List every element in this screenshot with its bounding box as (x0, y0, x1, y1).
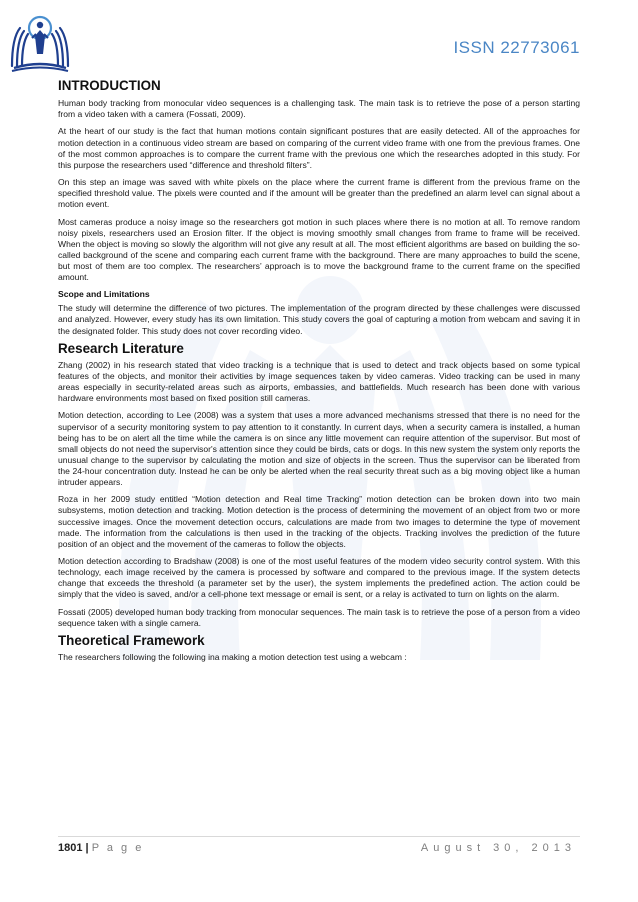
intro-paragraph-3: On this step an image was saved with white pixels on the place where the current frame is different from the previous frame on the specified threshold value. The pixels were counted and if the amount will be greater than the predefined an alarm level can signal about a motion event. (58, 177, 580, 210)
page-label: P a g e (91, 842, 144, 854)
footer-divider (58, 836, 580, 837)
page-number: 1801 (58, 842, 83, 854)
page-footer (58, 842, 580, 854)
introduction-heading: INTRODUCTION (58, 78, 161, 93)
article-body (58, 80, 580, 669)
intro-paragraph-4: Most cameras produce a noisy image so the researchers got motion in such places where there is no motion at all. To remove random noisy pixels, researchers used an Erosion filter. If the object is moving smoothly small changes from frame to frame will be received. When the object is moving so slowly the algorithm will not give any result at all. The most efficient algorithms are based on building the so-called background of the scene and comparing each current frame with the background. There are many approaches to build the scene, but most of them are too complex. The researchers’ approach is to move the background frame to the current frame on the specified amount. (58, 216, 580, 282)
literature-paragraph-3: Roza in her 2009 study entitled “Motion detection and Real time Tracking” motion detection can be broken down into two main subsystems, motion detection and tracking. Motion detection is the process of determining the movement of an object from two or more successive images. Once the movement detection occurs, calculations are made from two images to determine the type of movement made. The information from the calculations is then used in the tracking of the objects. Tracking involves the prediction of the future position of an object and the movement of the cameras to follow the objects. (58, 494, 580, 549)
intro-paragraph-2: At the heart of our study is the fact that human motions contain significant postures that are easily detected. All of the approaches for motion detection in a continuous video stream are based on comparing of the current video frame with one from the previous frames. One of the most common approaches is to compare the current frame with the previous one which the researches adopted in this study. For this purpose the researchers used “difference and threshold filters”. (58, 126, 580, 170)
literature-heading: Research Literature (58, 340, 184, 356)
scope-heading: Scope and Limitations (58, 289, 150, 300)
literature-paragraph-1: Zhang (2002) in his research stated that video tracking is a technique that is used to detect and track objects based on some typical features of the objects, and monitor their activities by image sequences taken by video cameras. Video tracking can be used in many areas especially in security-related areas such as airports, embassies, and battlefields. Much research has been done with various hardware environments most based on fixed position still cameras. (58, 359, 580, 404)
framework-heading: Theoretical Framework (58, 632, 205, 648)
publication-date: August 30, 2013 (420, 842, 576, 854)
literature-paragraph-4: Motion detection according to Bradshaw (2008) is one of the most useful features of the modern video security control system. With this technology, each image received by the camera is processed by software and compared to the previous image. If the system detects change that exceeds the threshold (a parameter set by the user), the system implements the predefined action. The action could be simply that the video is saved, and/or a cell-phone text message or email is sent, or a relay is activated to turn on lights on the alarm. (58, 555, 580, 600)
literature-paragraph-2: Motion detection, according to Lee (2008) was a system that uses a more advanced mechanisms stressed that there is no need for the supervisor of a security monitoring system to pay attention to it constantly. In current days, when a security camera is installed, a human being has to be on alert all the time while the camera is on since any little movement can require attention of the supervisor. But most of small objects do not need the supervisor's attention since they could be birds, cats or dogs. In this new system the system only reports the unusual change to the supervisor by calculating the motion and size of objects in the screen. Thus the supervisor can be liberated from the 24-hour concentration duty. Instead he can be only be alerted when the real security threat such as a big moving object like a human intruder appears. (58, 410, 580, 488)
intro-paragraph-1: Human body tracking from monocular video sequences is a challenging task. The main task is to retrieve the pose of a person starting from a video taken with a camera (Fossati, 2009). (58, 98, 580, 120)
footer-separator: | (85, 842, 89, 854)
journal-logo (6, 14, 74, 74)
literature-paragraph-5: Fossati (2005) developed human body tracking from monocular sequences. The main task is to retrieve the pose of a person from a video sequence taken with a single camera. (58, 606, 580, 628)
issn-label: ISSN 22773061 (453, 38, 580, 57)
framework-paragraph: The researchers following the following ina making a motion detection test using a webcam : (58, 652, 407, 662)
scope-paragraph: The study will determine the difference of two pictures. The implementation of the program directed by these challenges were discussed and analyzed. However, every study has its own limitation. This study covers the goal of capturing a motion from webcam and saving it in the designated folder. This study does not cover recording video. (58, 303, 580, 336)
